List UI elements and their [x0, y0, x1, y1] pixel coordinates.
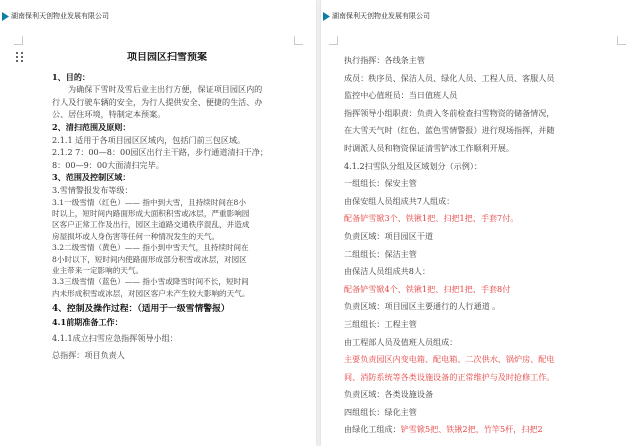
section-heading: 3、范围及控制区域：	[52, 172, 131, 183]
header-company-name: 湖南保利天创物业发展有限公司	[332, 12, 430, 20]
document-page-left	[0, 0, 316, 446]
paragraph-line: 在大雪天气时（红色、蓝色雪情警报）进行现场指挥，并随	[344, 125, 555, 136]
paragraph-line: 由保安组人员组成共7人组成：	[344, 195, 455, 206]
paragraph-line: 3.2二级雪情（黄色）—— 指小到中雪天气，且持续时间在	[52, 243, 249, 253]
paragraph-line: 负责区域：各类设施设备	[344, 389, 434, 400]
section-heading: 1、目的：	[52, 71, 91, 82]
company-logo-icon	[323, 12, 330, 21]
paragraph-line: 为确保下雪时及雪后业主出行方便，保证项目园区内的	[68, 84, 263, 95]
document-page-right	[321, 0, 637, 446]
paragraph-line: 三组组长：工程主管	[344, 318, 417, 329]
paragraph-line: 负责区域：项目园区主要通行的人行通道 。	[344, 301, 501, 312]
highlighted-line: 主要负责园区内变电箱、配电箱、二次供水、锅炉房、配电	[344, 354, 555, 365]
paragraph-line: 3.1一级雪情（红色）—— 指中到大雪，且持续时间在8小	[52, 197, 246, 207]
highlighted-line: 间、消防系统等各类设施设备的正常维护与及时抢修工作。	[344, 371, 555, 382]
paragraph-line: 业主带来一定影响的天气。	[52, 265, 144, 275]
paragraph-line: 由工程部人员及值班人员组成：	[344, 336, 458, 347]
paragraph-line: 行人及行驶车辆的安全，为行人提供安全、便捷的生活、办	[52, 96, 263, 107]
drag-handle-icon[interactable]	[16, 52, 24, 62]
paragraph-line: 一组组长：保安主管	[344, 178, 417, 189]
paragraph-line: 时调派人员和物资保证清雪铲冰工作顺利开展。	[344, 142, 514, 153]
page-body-right	[344, 52, 616, 439]
paragraph-line: 4.1.2扫雪队分组及区域划分（示例）：	[344, 160, 482, 171]
paragraph-line: 监控中心值班员：当日值班人员	[344, 90, 458, 101]
paragraph-line: 公、居住环境，特制定本预案。	[52, 109, 166, 120]
section-heading: 4、控制及操作过程：（适用于一级雪情警报）	[52, 304, 230, 315]
paragraph-line: 由保洁人员组成共8人：	[344, 266, 431, 277]
paragraph-line: 3.雪情警报发布等级：	[52, 184, 133, 195]
paragraph-line: 内未形成积雪或冰层，对园区客户未产生较大影响的天气。	[52, 288, 250, 298]
paragraph-line-mixed	[344, 421, 616, 439]
highlighted-segment: 铲雪锨5把、铁锹2把，竹竿5杆，扫把2	[400, 424, 543, 435]
crop-mark-top-left	[329, 36, 338, 45]
paragraph-line-prefix: 由绿化工组成：	[344, 424, 401, 435]
section-heading: 2、清扫范围及原则：	[52, 121, 131, 132]
company-logo-icon	[2, 12, 9, 21]
paragraph-line: 成员：秩序员、保洁人员、绿化人员、工程人员、客服人员	[344, 72, 555, 83]
paragraph-line: 2.1.1 适用于各项目园区区域内，包括门前三包区域。	[52, 134, 246, 145]
paragraph-line: 指挥领导小组职责：负责入冬前检查扫雪物资的储备情况，	[344, 107, 555, 118]
section-heading: 4.1前期准备工作：	[52, 316, 123, 327]
paragraph-line: 四组组长：绿化主管	[344, 406, 417, 417]
paragraph-line: 8：00—9：00大面清扫完毕。	[52, 159, 164, 170]
paragraph-line: 执行指挥：各线条主管	[344, 55, 425, 65]
paragraph-line: 8小时以下，短时间内使路面形成部分积雪或冰层，对园区	[52, 254, 247, 264]
page-header	[2, 11, 109, 21]
paragraph-line: 房屋损坏或人身伤害等任何一种情况发生的天气。	[52, 231, 220, 241]
highlighted-line: 配备铲雪锨4个、铁锹1把、扫把1把、手套8付	[344, 283, 511, 294]
document-title: 项目园区扫雪预案	[127, 52, 207, 63]
paragraph-line: 二组组长：保洁主管	[344, 248, 417, 259]
paragraph-line: 总指挥：项目负责人	[52, 349, 125, 360]
crop-mark-top-right	[294, 36, 303, 45]
paragraph-line: 2.1.2 7：00—8：00园区出行主干路，步行通道清扫干净；	[52, 147, 268, 158]
crop-mark-top-left	[14, 36, 23, 45]
crop-mark-top-right	[617, 36, 626, 45]
paragraph-line: 4.1.1成立扫雪应急指挥领导小组：	[52, 333, 178, 344]
paragraph-line: 3.3三级雪情（蓝色）—— 指小雪或降雪时间不长，短时间	[52, 277, 249, 287]
page-header	[323, 11, 430, 21]
paragraph-line: 区客户正常工作及出行，园区主道路交通秩序混乱，并造成	[52, 220, 250, 230]
header-company-name: 湖南保利天创物业发展有限公司	[11, 12, 109, 20]
paragraph-line: 时以上，短时间内路面形成大面积积雪或冰层，严重影响园	[52, 208, 250, 218]
page-body-left	[52, 52, 282, 362]
highlighted-line: 配备铲雪锨3个、铁锹1把、扫把1把、手套7付。	[344, 213, 519, 224]
paragraph-line: 负责区域：项目园区干道	[344, 230, 434, 241]
